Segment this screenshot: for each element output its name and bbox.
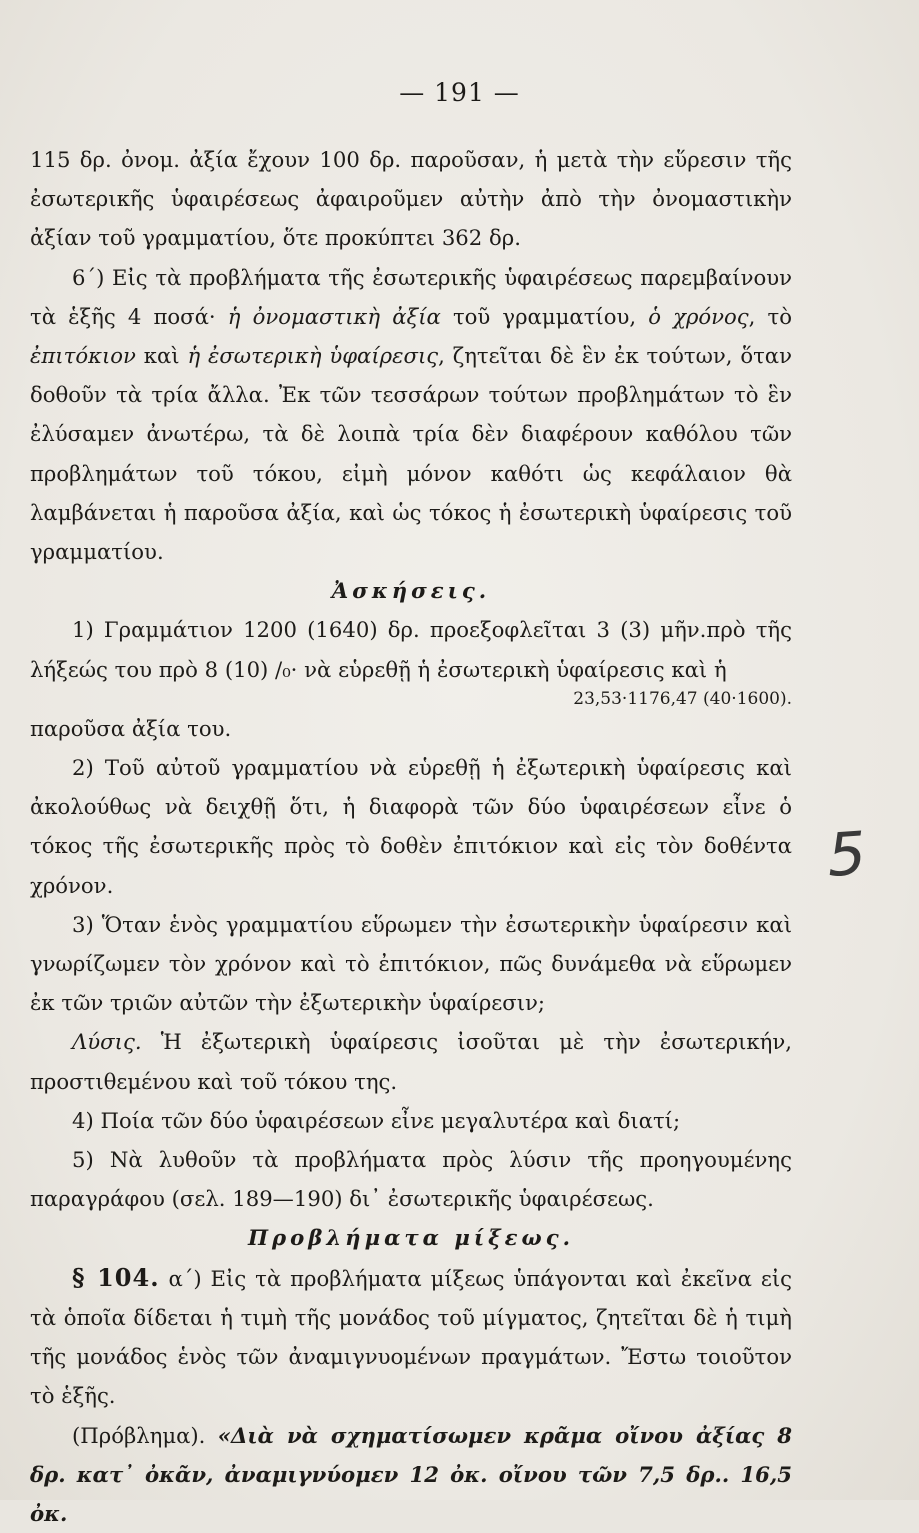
text-run: τοῦ γραμματίου,	[441, 304, 648, 329]
text-run: , ζητεῖται δὲ ἓν ἐκ τούτων, ὅταν δοθοῦν τὰ τρία ἄλλα. Ἐκ τῶν τεσσάρων τούτων προβλημάτων τὸ ἓν ἐλύσαμεν ἀνωτέρω, τὰ δὲ λοιπὰ τρία δὲν διαφέρουν καθόλου τῶν προβλημάτων τοῦ τόκου, εἰμὴ μόνον καθότι ὡς κεφάλαιον θὰ λαμβάνεται ἡ παροῦσα ἀξία, καὶ ὡς τόκος ἡ ἐσωτερικὴ ὑφαίρεσις τοῦ γραμματίου.	[30, 343, 792, 564]
page-body	[30, 140, 792, 1533]
problem-label: (Πρόβλημα).	[72, 1423, 218, 1448]
heading-exercises: Ἀσκήσεις.	[30, 571, 792, 610]
section-104	[30, 1258, 792, 1416]
page-number: — 191 —	[0, 78, 919, 107]
exercise-2: 2) Τοῦ αὐτοῦ γραμματίου νὰ εὑρεθῇ ἡ ἐξωτερικὴ ὑφαίρεσις καὶ ἀκολούθως νὰ δειχθῇ ὅτι, ἡ διαφορὰ τῶν δύο ὑφαιρέσεων εἶνε ὁ τόκος τῆς ἐσωτερικῆς πρὸς τὸ δοθὲν ἐπιτόκιον καὶ εἰς τὸν δοθέντα χρόνον.	[30, 748, 792, 905]
term-nominal-value: ἡ ὀνομαστικὴ ἀξία	[228, 304, 441, 329]
term-internal-discount: ἡ ἐσωτερικὴ ὑφαίρεσις	[187, 343, 438, 368]
problem-statement	[30, 1416, 792, 1533]
text-run: καὶ	[136, 343, 188, 368]
exercise-1-answer: 23,53·1176,47 (40·1600).	[30, 689, 792, 709]
solution-label: Λύσις.	[72, 1029, 142, 1054]
heading-mixture-problems: Προβλήματα μίξεως.	[30, 1218, 792, 1257]
term-interest-rate: ἐπιτόκιον	[30, 343, 136, 368]
text-run: , τὸ	[749, 304, 792, 329]
paragraph-internal-discount	[30, 258, 792, 572]
exercise-5: 5) Νὰ λυθοῦν τὰ προβλήματα πρὸς λύσιν τῆς προηγουμένης παραγράφου (σελ. 189—190) δι᾽ ἐσωτερικῆς ὑφαιρέσεως.	[30, 1140, 792, 1218]
solution	[30, 1022, 792, 1100]
exercise-1-end: παροῦσα ἀξία του.	[30, 709, 792, 748]
problem-text: «Διὰ νὰ σχηματίσωμεν κρᾶμα οἴνου ἀξίας 8 δρ. κατ᾽ ὀκᾶν, ἀναμιγνύομεν 12 ὀκ. οἴνου τῶν 7,5 δρ.. 16,5 ὀκ.	[30, 1423, 792, 1526]
exercise-4: 4) Ποία τῶν δύο ὑφαιρέσεων εἶνε μεγαλυτέρα καὶ διατί;	[30, 1101, 792, 1140]
text-run: 6΄) Εἰς τὰ προβλήματα τῆς ἐσωτερικῆς ὑφαιρέσεως παρεμβαίνουν τὰ ἑξῆς 4 ποσά·	[30, 265, 792, 329]
section-number: § 104.	[72, 1263, 160, 1292]
exercise-3: 3) Ὅταν ἑνὸς γραμματίου εὕρωμεν τὴν ἐσωτερικὴν ὑφαίρεσιν καὶ γνωρίζωμεν τὸν χρόνον καὶ τὸ ἐπιτόκιον, πῶς δυνάμεθα νὰ εὕρωμεν ἐκ τῶν τριῶν αὐτῶν τὴν ἐξωτερικὴν ὑφαίρεσιν;	[30, 905, 792, 1023]
term-time: ὁ χρόνος	[648, 304, 748, 329]
section-text: α΄) Εἰς τὰ προβλήματα μίξεως ὑπάγονται καὶ ἐκεῖνα εἰς τὰ ὁποῖα δίδεται ἡ τιμὴ τῆς μονάδος τοῦ μίγματος, ζητεῖται δὲ ἡ τιμὴ τῆς μονάδος ἑνὸς τῶν ἀναμιγνυομένων πραγμάτων. Ἔστω τοιοῦτον τὸ ἑξῆς.	[30, 1266, 792, 1409]
handwritten-margin-note: 5	[823, 819, 872, 891]
paragraph-continuation: 115 δρ. ὀνομ. ἀξία ἔχουν 100 δρ. παροῦσαν, ἡ μετὰ τὴν εὕρεσιν τῆς ἐσωτερικῆς ὑφαιρέσεως ἀφαιροῦμεν αὐτὴν ἀπὸ τὴν ὀνομαστικὴν ἀξίαν τοῦ γραμματίου, ὅτε προκύπτει 362 δρ.	[30, 140, 792, 258]
exercise-1: 1) Γραμμάτιον 1200 (1640) δρ. προεξοφλεῖται 3 (3) μῆν.πρὸ τῆς λήξεώς του πρὸ 8 (10) /₀· νὰ εὑρεθῇ ἡ ἐσωτερικὴ ὑφαίρεσις καὶ ἡ	[30, 610, 792, 688]
solution-text: Ἡ ἐξωτερικὴ ὑφαίρεσις ἰσοῦται μὲ τὴν ἐσωτερικήν, προστιθεμένου καὶ τοῦ τόκου της.	[30, 1029, 792, 1093]
